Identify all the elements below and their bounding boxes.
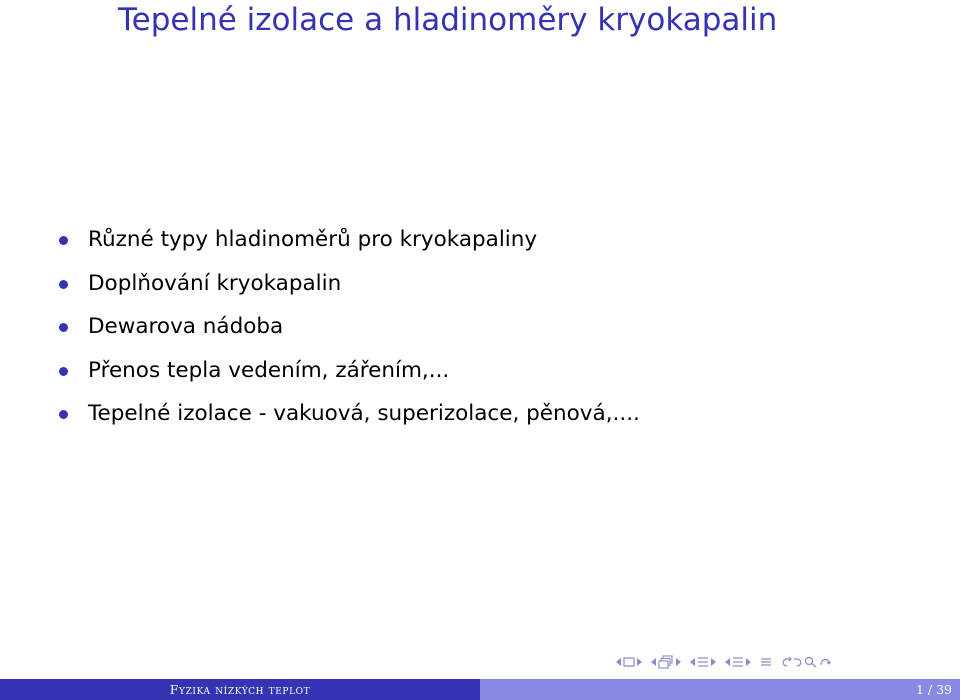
navigation-bar: [616, 652, 837, 672]
triangle-left-icon[interactable]: [690, 658, 696, 666]
triangle-right-icon[interactable]: [675, 658, 681, 666]
triangle-left-icon[interactable]: [651, 658, 657, 666]
page-separator: /: [927, 682, 933, 697]
bullet-dot-icon: [59, 367, 68, 376]
frame-stack-icon[interactable]: [658, 655, 674, 669]
bullet-text: Tepelné izolace - vakuová, superizolace, pěnová,....: [88, 401, 640, 426]
page-total: 39: [936, 682, 952, 697]
bullet-item: [58, 305, 640, 349]
nav-group-slide: [616, 657, 642, 667]
bullet-dot-icon: [59, 410, 68, 419]
bullet-item: [58, 218, 640, 262]
bullet-item: [58, 262, 640, 306]
triangle-right-icon[interactable]: [636, 658, 642, 666]
triangle-left-icon[interactable]: [725, 658, 731, 666]
bullet-item: [58, 349, 640, 393]
footer-page-number: [480, 679, 960, 700]
bullet-text: Dewarova nádoba: [88, 314, 284, 339]
bullet-text: Přenos tepla vedením, zářením,...: [88, 357, 450, 383]
bullet-text: Různé typy hladinoměrů pro kryokapaliny: [88, 227, 538, 252]
align-icon[interactable]: [760, 656, 772, 668]
bullet-text: Doplňování kryokapalin: [88, 270, 342, 296]
back-forward-icon[interactable]: [781, 656, 803, 668]
nav-group-align: [760, 656, 772, 668]
search-icon[interactable]: [804, 656, 818, 668]
subsection-lines-icon[interactable]: [697, 656, 709, 668]
triangle-right-icon[interactable]: [745, 658, 751, 666]
footer-short-title: Fyzika nízkých teplot: [0, 679, 480, 700]
nav-group-frame: [651, 655, 681, 669]
bullet-dot-icon: [59, 236, 68, 245]
bullet-list: [58, 218, 640, 436]
forward-loop-icon[interactable]: [819, 656, 831, 668]
section-lines-icon[interactable]: [732, 656, 744, 668]
triangle-left-icon[interactable]: [616, 658, 622, 666]
slide-box-icon[interactable]: [623, 657, 635, 667]
bullet-item: [58, 392, 640, 436]
page-current: 1: [915, 682, 924, 697]
nav-group-subsection: [690, 656, 716, 668]
footer-bar: [0, 679, 960, 700]
nav-group-section: [725, 656, 751, 668]
triangle-right-icon[interactable]: [710, 658, 716, 666]
bullet-dot-icon: [59, 280, 68, 289]
nav-group-back-search: [781, 656, 831, 668]
bullet-dot-icon: [59, 323, 68, 332]
frame-title: Tepelné izolace a hladinoměry kryokapalin: [118, 2, 778, 38]
